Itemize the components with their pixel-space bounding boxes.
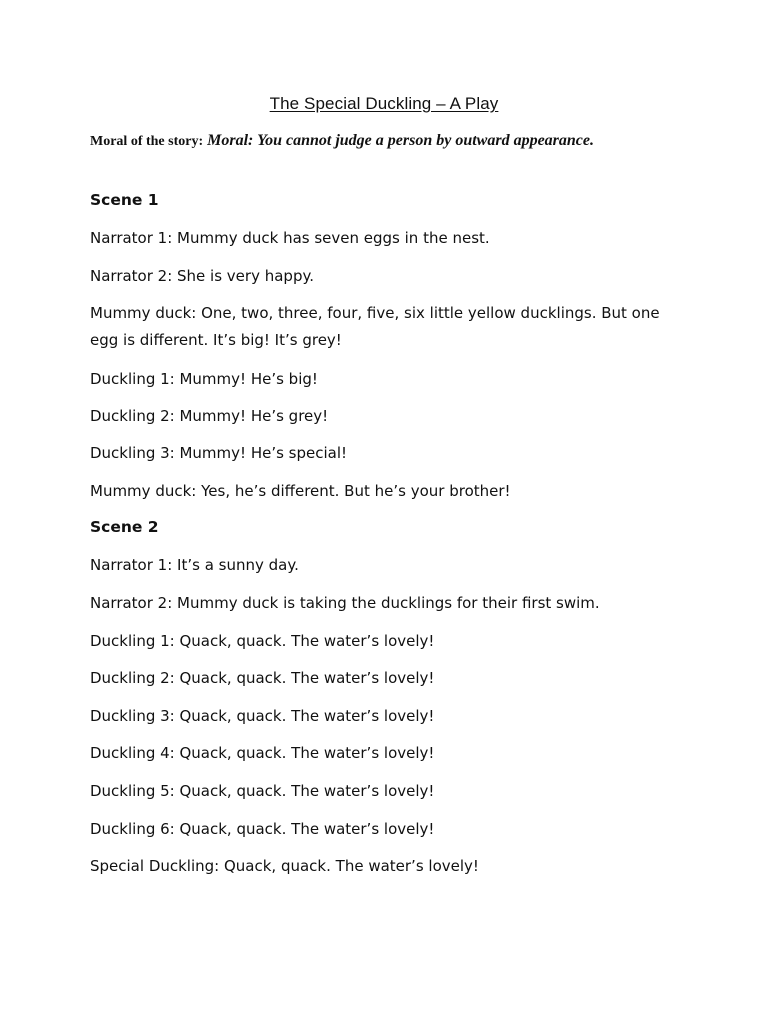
- scene-2-heading: Scene 2: [90, 518, 159, 536]
- moral-text: Moral: You cannot judge a person by outward appearance.: [207, 132, 594, 149]
- script-line: Duckling 2: Quack, quack. The water’s lovely!: [90, 669, 435, 687]
- page-title: The Special Duckling – A Play: [269, 94, 499, 113]
- script-line: Mummy duck: One, two, three, four, five, six little yellow ducklings. But one egg is different. It’s big! It’s grey!: [90, 304, 660, 349]
- script-line: Duckling 3: Mummy! He’s special!: [90, 444, 348, 462]
- script-line: Narrator 2: She is very happy.: [90, 267, 314, 285]
- script-line: Duckling 1: Quack, quack. The water’s lovely!: [90, 632, 435, 650]
- script-line: Narrator 1: Mummy duck has seven eggs in the nest.: [90, 229, 490, 247]
- script-line: Duckling 4: Quack, quack. The water’s lovely!: [90, 744, 435, 762]
- script-line: Duckling 2: Mummy! He’s grey!: [90, 407, 329, 425]
- script-line: Narrator 1: It’s a sunny day.: [90, 556, 299, 574]
- script-line: Special Duckling: Quack, quack. The water’s lovely!: [90, 857, 479, 875]
- moral-line: [90, 132, 594, 150]
- script-line: Duckling 1: Mummy! He’s big!: [90, 370, 318, 388]
- script-line: Duckling 5: Quack, quack. The water’s lovely!: [90, 782, 435, 800]
- moral-lead: Moral of the story:: [90, 134, 204, 149]
- script-line: Mummy duck: Yes, he’s different. But he’s your brother!: [90, 482, 511, 500]
- script-line: Duckling 6: Quack, quack. The water’s lovely!: [90, 820, 435, 838]
- script-line: Narrator 2: Mummy duck is taking the ducklings for their first swim.: [90, 594, 600, 612]
- script-line: Duckling 3: Quack, quack. The water’s lovely!: [90, 707, 435, 725]
- scene-1-heading: Scene 1: [90, 191, 159, 209]
